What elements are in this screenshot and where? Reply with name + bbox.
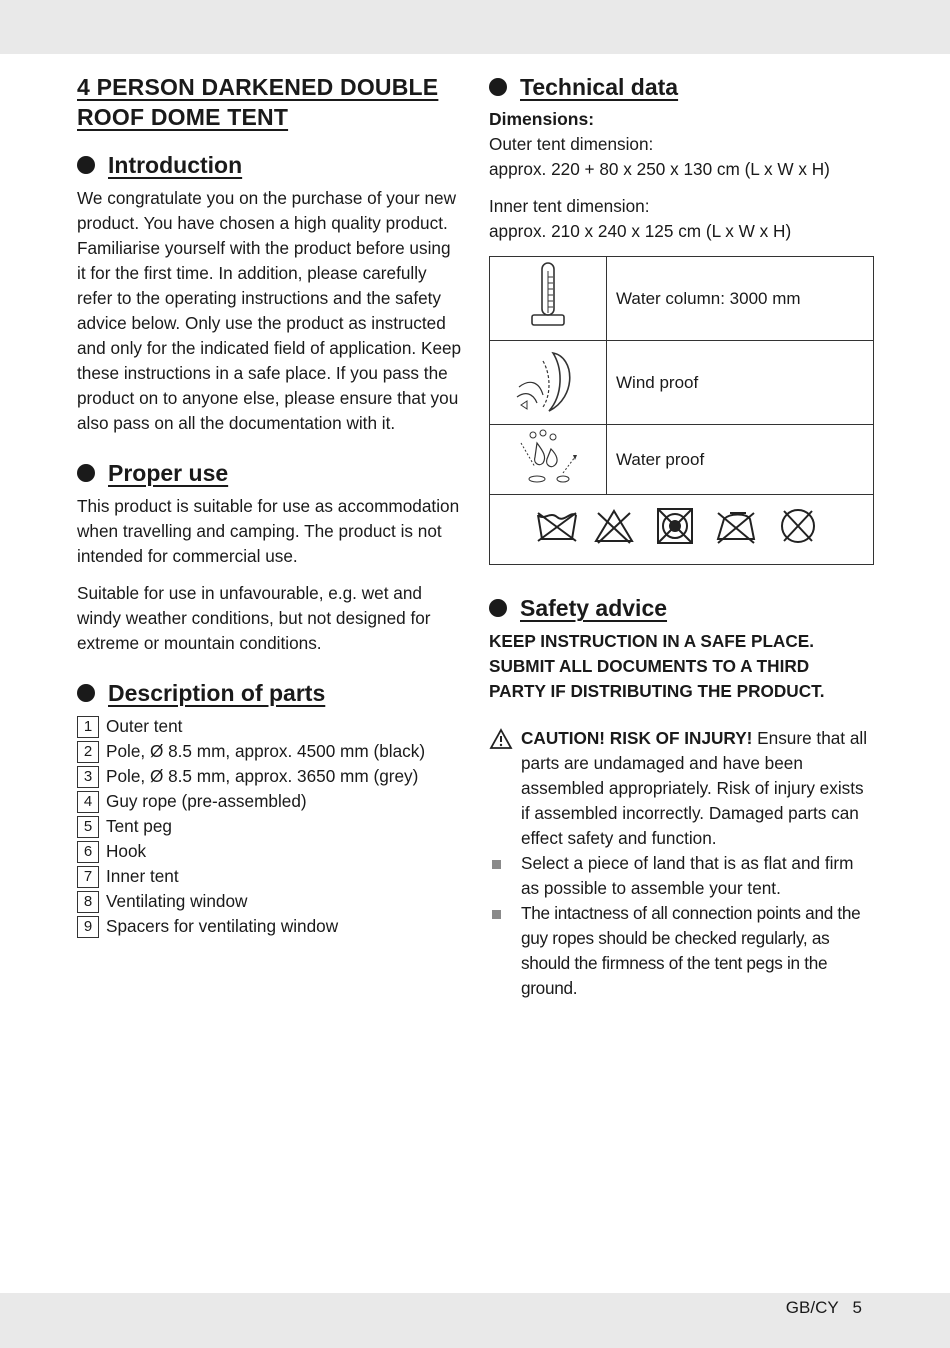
inner-dimension-label: Inner tent dimension: xyxy=(489,196,650,216)
list-item xyxy=(77,889,463,914)
outer-dimension-label: Outer tent dimension: xyxy=(489,134,654,154)
list-item xyxy=(489,901,875,1001)
part-number: 8 xyxy=(77,891,99,913)
square-bullet-icon xyxy=(492,860,501,869)
part-label: Guy rope (pre-assembled) xyxy=(106,791,307,811)
safety-advice-heading xyxy=(489,593,875,623)
list-item xyxy=(77,814,463,839)
list-item xyxy=(77,739,463,764)
caution-warning xyxy=(489,726,875,851)
notice-line-2: SUBMIT ALL DOCUMENTS TO A THIRD xyxy=(489,656,810,676)
left-column xyxy=(77,72,463,939)
part-label: Pole, Ø 8.5 mm, approx. 4500 mm (black) xyxy=(106,741,426,761)
table-row xyxy=(490,341,874,425)
part-number: 6 xyxy=(77,841,99,863)
table-row xyxy=(490,257,874,341)
introduction-heading xyxy=(77,150,463,180)
list-item xyxy=(77,789,463,814)
list-item xyxy=(77,714,463,739)
page-number: GB/CY 5 xyxy=(785,1298,862,1317)
water-proof-label: Water proof xyxy=(607,425,874,495)
part-number: 4 xyxy=(77,791,99,813)
section-bullet-icon xyxy=(489,78,507,96)
parts-heading xyxy=(77,678,463,708)
part-label: Inner tent xyxy=(106,866,179,886)
section-bullet-icon xyxy=(77,156,95,174)
table-row xyxy=(490,495,874,565)
water-column-icon xyxy=(490,257,607,341)
water-column-label: Water column: 3000 mm xyxy=(607,257,874,341)
outer-dimension xyxy=(489,132,875,182)
no-ironing-icon xyxy=(718,513,754,543)
no-tumble-dry-icon xyxy=(658,509,692,543)
wind-proof-label: Wind proof xyxy=(607,341,874,425)
introduction-title: Introduction xyxy=(108,152,243,178)
header-bar xyxy=(0,0,950,54)
no-bleach-icon xyxy=(596,511,632,543)
caution-text: Ensure that all parts are undamaged and have been assembled appropriately. Risk of injury exists if assembled incorrectly. Damaged parts can effect safety and function. xyxy=(521,728,868,848)
part-number: 9 xyxy=(77,916,99,938)
part-number: 5 xyxy=(77,816,99,838)
part-label: Pole, Ø 8.5 mm, approx. 3650 mm (grey) xyxy=(106,766,419,786)
part-label: Hook xyxy=(106,841,147,861)
technical-data-table xyxy=(489,256,874,565)
inner-dimension-value: approx. 210 x 240 x 125 cm (L x W x H) xyxy=(489,221,792,241)
right-column xyxy=(489,72,875,1001)
section-bullet-icon xyxy=(489,599,507,617)
title-line-2: ROOF DOME TENT xyxy=(77,104,289,130)
list-item xyxy=(77,764,463,789)
title-line-1: 4 PERSON DARKENED DOUBLE xyxy=(77,74,439,100)
safety-advice-title: Safety advice xyxy=(520,595,668,621)
safety-bullet-text: Select a piece of land that is as flat and firm as possible to assemble your tent. xyxy=(521,853,854,898)
part-number: 1 xyxy=(77,716,99,738)
table-row xyxy=(490,425,874,495)
list-item xyxy=(489,851,875,901)
introduction-text: We congratulate you on the purchase of your new product. You have chosen a high quality product. Familiarise yourself with the product before using it for the first time. In addition, please carefully refer to the operating instructions and the safety advice below. Only use the product as instructed and only for the indicated field of application. Keep these instructions in a safe place. If you pass the product on to anyone else, please ensure that you also pass on all the documentation with it. xyxy=(77,188,462,433)
dimensions-label: Dimensions: xyxy=(489,109,595,129)
no-washing-icon xyxy=(538,513,576,541)
proper-use-title: Proper use xyxy=(108,460,229,486)
inner-dimension xyxy=(489,194,875,244)
section-bullet-icon xyxy=(77,464,95,482)
warning-triangle-icon xyxy=(489,728,513,757)
proper-use-text-1: This product is suitable for use as accommodation when travelling and camping. The product is not intended for commercial use. xyxy=(77,496,460,566)
part-number: 7 xyxy=(77,866,99,888)
technical-data-title: Technical data xyxy=(520,74,679,100)
parts-list xyxy=(77,714,463,939)
caution-title: CAUTION! RISK OF INJURY! xyxy=(521,728,753,748)
part-number: 2 xyxy=(77,741,99,763)
list-item xyxy=(77,914,463,939)
proper-use-heading xyxy=(77,458,463,488)
no-dry-clean-icon xyxy=(782,510,814,542)
part-number: 3 xyxy=(77,766,99,788)
safety-bullet-text: The intactness of all connection points and the guy ropes should be checked regularly, as should the firmness of the tent pegs in the ground. xyxy=(521,903,861,998)
part-label: Outer tent xyxy=(106,716,183,736)
section-bullet-icon xyxy=(77,684,95,702)
square-bullet-icon xyxy=(492,910,501,919)
list-item xyxy=(77,864,463,889)
part-label: Ventilating window xyxy=(106,891,248,911)
document-title xyxy=(77,72,463,132)
water-proof-icon xyxy=(490,425,607,495)
parts-title: Description of parts xyxy=(108,680,326,706)
keep-instructions-notice xyxy=(489,629,875,704)
list-item xyxy=(77,839,463,864)
wind-proof-icon xyxy=(490,341,607,425)
outer-dimension-value: approx. 220 + 80 x 250 x 130 cm (L x W x H) xyxy=(489,159,830,179)
notice-line-1: KEEP INSTRUCTION IN A SAFE PLACE. xyxy=(489,631,815,651)
notice-line-3: PARTY IF DISTRIBUTING THE PRODUCT. xyxy=(489,681,825,701)
part-label: Spacers for ventilating window xyxy=(106,916,339,936)
part-label: Tent peg xyxy=(106,816,172,836)
proper-use-text-2: Suitable for use in unfavourable, e.g. wet and windy weather conditions, but not designed for extreme or mountain conditions. xyxy=(77,583,431,653)
technical-data-heading xyxy=(489,72,875,102)
care-symbols xyxy=(490,495,874,565)
